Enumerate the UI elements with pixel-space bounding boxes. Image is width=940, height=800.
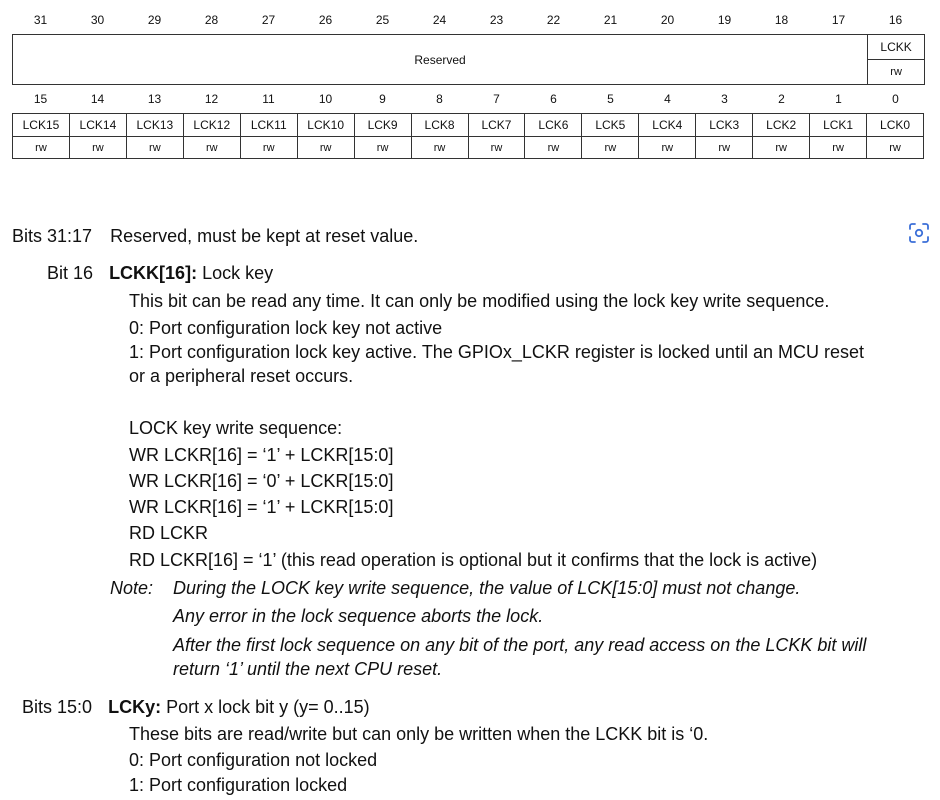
bit-number: 12 (204, 92, 219, 106)
lck-field: LCK15 (13, 114, 70, 137)
bit-number: 23 (489, 13, 504, 27)
lck-access: rw (639, 137, 696, 159)
lck-access: rw (69, 137, 126, 159)
bit-number: 7 (493, 92, 500, 106)
bit-number: 19 (717, 13, 732, 27)
bit-number: 22 (546, 13, 561, 27)
lck-field: LCK8 (411, 114, 468, 137)
lock-sequence-line: RD LCKR[16] = ‘1’ (this read operation is optional but it confirms that the lock is active) (129, 550, 818, 570)
bit-number: 31 (33, 13, 48, 27)
bit-number: 14 (90, 92, 105, 106)
bit-16-label: Bit 16 (47, 263, 94, 283)
bit-number: 24 (432, 13, 447, 27)
bit-number: 5 (607, 92, 614, 106)
bit-number: 1 (835, 92, 842, 106)
bit-number: 26 (318, 13, 333, 27)
upper-bit-numbers (12, 6, 924, 34)
bit-number: 8 (436, 92, 443, 106)
bit-16-title: Lock key (197, 263, 274, 283)
lck-access: rw (126, 137, 183, 159)
lck-access: rw (810, 137, 867, 159)
bit-16-desc-line: or a peripheral reset occurs. (129, 366, 354, 386)
lck-access: rw (696, 137, 753, 159)
bit-16-desc-line: 1: Port configuration lock key active. The GPIOx_LCKR register is locked until an MCU reset (129, 342, 864, 362)
lckk-access: rw (868, 60, 925, 85)
bit-number: 4 (664, 92, 671, 106)
lower-bit-numbers (12, 85, 924, 113)
scan-icon[interactable] (908, 222, 930, 244)
lck-field: LCK5 (582, 114, 639, 137)
bits-15-0-row (22, 695, 370, 719)
bits-15-0-field-name: LCKy: (108, 697, 162, 717)
lck-access: rw (183, 137, 240, 159)
lck-field: LCK1 (810, 114, 867, 137)
bit-number: 15 (33, 92, 48, 106)
lock-sequence-line: RD LCKR (129, 523, 209, 543)
bits-15-0-label: Bits 15:0 (22, 697, 93, 717)
bit-number: 29 (147, 13, 162, 27)
bit-number: 0 (892, 92, 899, 106)
note-line: After the first lock sequence on any bit of the port, any read access on the LCKK bit will (173, 635, 867, 655)
lck-access: rw (13, 137, 70, 159)
bits-31-17-label: Bits 31:17 (12, 226, 93, 246)
bit-number: 13 (147, 92, 162, 106)
lck-access: rw (297, 137, 354, 159)
bits-15-0-desc-line: 0: Port configuration not locked (129, 750, 378, 770)
note-line: return ‘1’ until the next CPU reset. (173, 659, 443, 679)
bit-number: 3 (721, 92, 728, 106)
upper-register-table (12, 34, 925, 85)
lck-field: LCK3 (696, 114, 753, 137)
bit-number: 25 (375, 13, 390, 27)
bit-number: 28 (204, 13, 219, 27)
bits-15-0-title: Port x lock bit y (y= 0..15) (161, 697, 370, 717)
bit-number: 11 (262, 92, 275, 106)
lck-field: LCK9 (354, 114, 411, 137)
bits-31-17-row (12, 224, 418, 248)
lck-field: LCK11 (240, 114, 297, 137)
lck-access: rw (411, 137, 468, 159)
bits-31-17-text: Reserved, must be kept at reset value. (110, 226, 419, 246)
bits-15-0-desc-line: 1: Port configuration locked (129, 775, 348, 795)
lock-sequence-line: WR LCKR[16] = ‘1’ + LCKR[15:0] (129, 497, 394, 517)
bit-number: 6 (550, 92, 557, 106)
bit-number: 18 (774, 13, 789, 27)
bit-number: 30 (90, 13, 105, 27)
lck-field: LCK0 (867, 114, 924, 137)
bit-number: 10 (318, 92, 333, 106)
note-line: Any error in the lock sequence aborts the lock. (173, 606, 544, 626)
lck-field: LCK4 (639, 114, 696, 137)
bit-number: 21 (603, 13, 618, 27)
bits-15-0-desc-line: These bits are read/write but can only be written when the LCKK bit is ‘0. (129, 724, 709, 744)
lck-field: LCK13 (126, 114, 183, 137)
lck-access: rw (867, 137, 924, 159)
lock-sequence-line: WR LCKR[16] = ‘1’ + LCKR[15:0] (129, 445, 394, 465)
lck-access: rw (582, 137, 639, 159)
lck-access: rw (354, 137, 411, 159)
bit-number: 9 (379, 92, 386, 106)
note-label: Note: (110, 578, 154, 598)
lck-access: rw (240, 137, 297, 159)
lck-field: LCK10 (297, 114, 354, 137)
bit-16-field-name: LCKK[16]: (109, 263, 198, 283)
note-line: During the LOCK key write sequence, the value of LCK[15:0] must not change. (173, 578, 801, 598)
lckk-field: LCKK (868, 35, 925, 60)
bit-16-desc-line: This bit can be read any time. It can only be modified using the lock key write sequence. (129, 291, 830, 311)
lck-field: LCK12 (183, 114, 240, 137)
lck-field: LCK6 (525, 114, 582, 137)
reserved-field: Reserved (13, 35, 868, 85)
bit-number: 27 (261, 13, 276, 27)
register-diagram (12, 6, 924, 159)
bit-16-row (47, 261, 273, 285)
bit-number: 17 (831, 13, 846, 27)
lck-access: rw (753, 137, 810, 159)
lck-access: rw (525, 137, 582, 159)
lower-register-table (12, 113, 924, 159)
lock-sequence-line: WR LCKR[16] = ‘0’ + LCKR[15:0] (129, 471, 394, 491)
lock-sequence-line: LOCK key write sequence: (129, 418, 343, 438)
bit-number: 2 (778, 92, 785, 106)
lck-field: LCK14 (69, 114, 126, 137)
lck-field: LCK7 (468, 114, 525, 137)
lck-access: rw (468, 137, 525, 159)
lck-field: LCK2 (753, 114, 810, 137)
bit-number: 16 (888, 13, 903, 27)
bit-number: 20 (660, 13, 675, 27)
bit-16-desc-line: 0: Port configuration lock key not active (129, 318, 443, 338)
